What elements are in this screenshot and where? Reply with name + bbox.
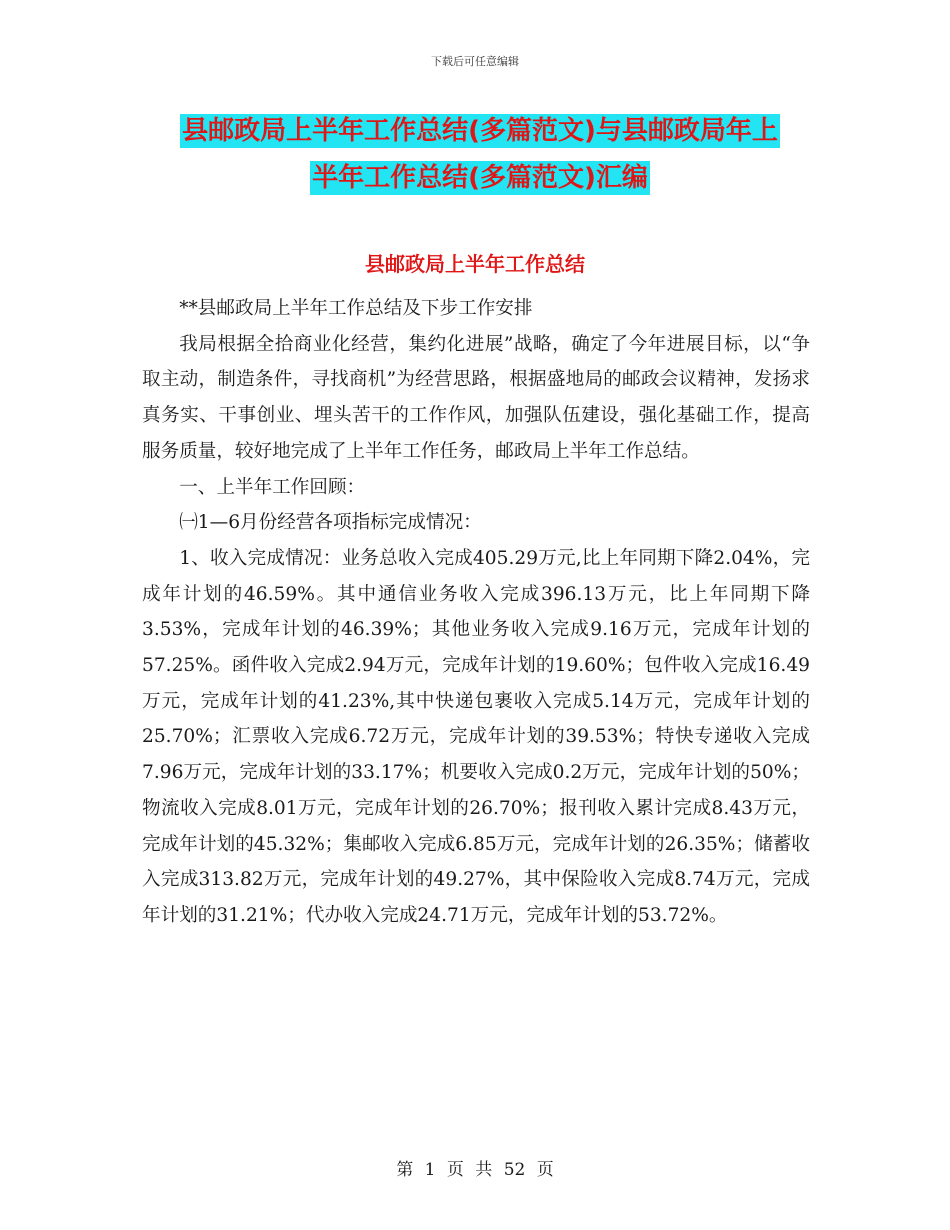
- title-line-1: 县邮政局上半年工作总结(多篇范文)与县邮政局年上: [182, 116, 778, 146]
- header-note: 下载后可任意编辑: [431, 55, 519, 68]
- document-title: [150, 108, 810, 202]
- paragraph-income: 1、收入完成情况：业务总收入完成405.29万元,比上年同期下降2.04%，完成年计划的46.59%。其中通信业务收入完成396.13万元，比上年同期下降3.53%，完成年计划的46.39%；其他业务收入完成9.16万元，完成年计划的57.25%。函件收入完成2.94万元，完成年计划的19.60%；包件收入完成16.49万元，完成年计划的41.23%,其中快递包裹收入完成5.14万元，完成年计划的25.70%；汇票收入完成6.72万元，完成年计划的39.53%；特快专递收入完成7.96万元，完成年计划的33.17%；机要收入完成0.2万元，完成年计划的50%；物流收入完成8.01万元，完成年计划的26.70%；报刊收入累计完成8.43万元，完成年计划的45.32%；集邮收入完成6.85万元，完成年计划的26.35%；储蓄收入完成313.82万元，完成年计划的49.27%，其中保险收入完成8.74万元，完成年计划的31.21%；代办收入完成24.71万元，完成年计划的53.72%。: [142, 547, 810, 926]
- paragraph-subtitle: **县邮政局上半年工作总结及下步工作安排: [179, 298, 533, 319]
- section-title: 县邮政局上半年工作总结: [365, 252, 585, 276]
- page-footer: 第 1 页 共 52 页: [396, 1160, 554, 1180]
- title-line-2: 半年工作总结(多篇范文)汇编: [312, 163, 648, 193]
- paragraph-heading-indicators: ㈠1—6月份经营各项指标完成情况：: [179, 512, 482, 534]
- paragraph-heading-review: 一、上半年工作回顾：: [179, 476, 366, 498]
- paragraph-intro: 我局根据全拾商业化经营，集约化进展”战略，确定了今年进展目标，以“争取主动，制造条件，寻找商机”为经营思路，根据盛地局的邮政会议精神，发扬求真务实、干事创业、埋头苦干的工作作风，加强队伍建设，强化基础工作，提高服务质量，较好地完成了上半年工作任务，邮政局上半年工作总结。: [142, 333, 810, 462]
- document-body: [142, 291, 810, 934]
